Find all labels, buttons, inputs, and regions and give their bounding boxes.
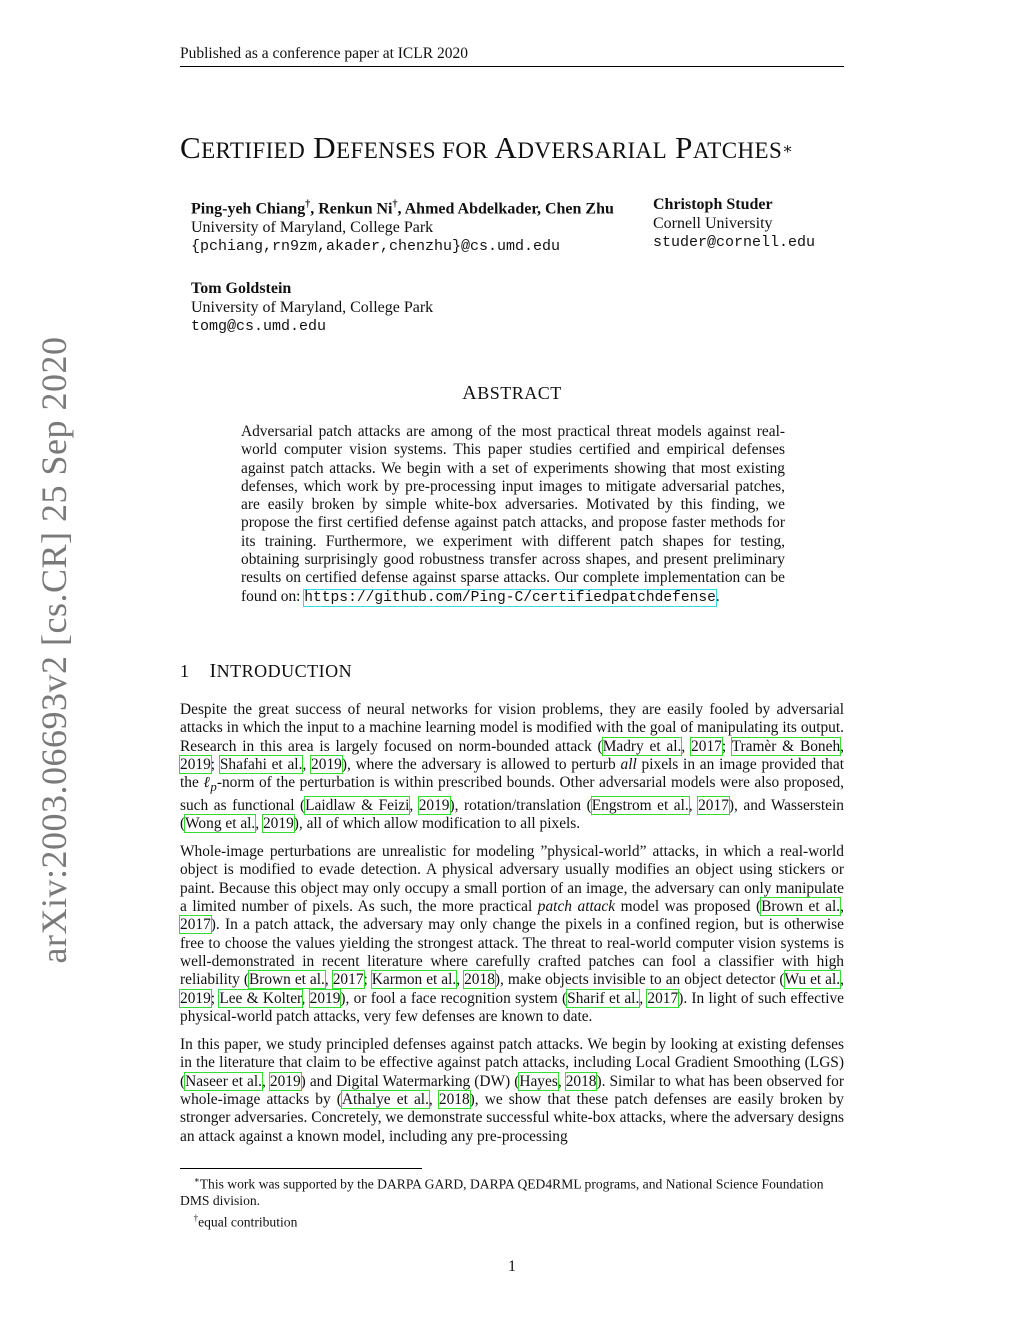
introduction-heading — [180, 660, 352, 683]
text-run: , — [324, 971, 333, 989]
text-run: , — [409, 796, 419, 814]
citation-link[interactable]: Brown et al. — [248, 971, 325, 989]
title-word: DVERSARIAL — [517, 138, 668, 163]
text-run: , — [688, 796, 699, 814]
text-run: , — [428, 1091, 439, 1109]
text-run: , — [557, 1072, 566, 1090]
footnote-text: This work was supported by the DARPA GARD, DARPA QED4RML programs, and National Science Foundation DMS division. — [180, 1176, 824, 1209]
author-block-umd — [191, 195, 614, 256]
citation-link[interactable]: Engstrom et al. — [591, 796, 689, 814]
text-run: , — [840, 971, 845, 989]
text-run: ). In a patch attack, the adversary may only change the pixels in a confined region, but is otherwise free to choose the values yielding the strongest attack. The threat to real-world computer vision systems is well-demonstrated in recent literature where carefully crafted patches can fool a classifier with high reliability ( — [180, 916, 844, 989]
title-cap: C — [180, 130, 202, 165]
citation-link[interactable]: 2017 — [698, 796, 729, 814]
heading-cap: A — [462, 382, 478, 404]
citation-link[interactable]: Karmon et al. — [371, 971, 457, 989]
citation-link[interactable]: Shafahi et al. — [219, 755, 303, 773]
footnote-rule — [180, 1168, 422, 1169]
author-name: , Ahmed Abdelkader, Chen Zhu — [397, 200, 614, 218]
text-run: ), we show that these patch defenses are easily broken by stronger adversaries. Concretely, we demonstrate successful white-box attacks, where the adversary designs an attack against a known model, including any pre-processing — [180, 1091, 844, 1145]
text-run: ), rotation/translation ( — [449, 796, 592, 814]
text-run: , — [301, 989, 310, 1007]
intro-paragraph-1 — [180, 701, 844, 833]
author-names — [191, 195, 614, 218]
intro-paragraph-3 — [180, 1036, 844, 1146]
text-run: ; — [721, 737, 732, 755]
text-run: ). In light of such effective physical-world patch attacks, very few defenses are known to date. — [180, 989, 844, 1025]
citation-link[interactable]: 2019 — [269, 1072, 301, 1090]
introduction-body — [180, 701, 844, 1156]
text-run: , — [681, 737, 692, 755]
equal-contribution-mark: † — [392, 199, 398, 210]
text-run: , — [262, 1072, 270, 1090]
title-cap: A — [494, 130, 518, 165]
code-url-link[interactable]: https://github.com/Ping-C/certifiedpatchdefense — [304, 589, 716, 606]
citation-link[interactable]: Tramèr & Boneh — [731, 737, 841, 755]
title-word: ATCHES — [692, 138, 783, 163]
author-email: tomg@cs.umd.edu — [191, 318, 327, 335]
title-word: EFENSES FOR — [336, 138, 489, 163]
text-run: model was proposed ( — [615, 898, 762, 916]
heading-cap: I — [209, 660, 217, 682]
citation-link[interactable]: 2017 — [691, 737, 722, 755]
text-run: Whole-image perturbations are unrealistic for modeling ”physical-world” attacks, in which a real-world object is modified to evade detection. A physical adversary usually modifies an object using stickers or paint. Because this object may only occupy a small portion of an image, the adversary can only manipulate a limited number of pixels. As such, the more practical — [180, 843, 844, 916]
text-run: pixels in an image provided that the — [180, 755, 844, 792]
author-name: Tom Goldstein — [191, 280, 292, 297]
citation-link[interactable]: Lee & Kolter — [219, 989, 302, 1007]
author-affiliation: University of Maryland, College Park — [191, 219, 434, 237]
intro-paragraph-2 — [180, 843, 844, 1026]
citation-link[interactable]: Hayes — [519, 1072, 558, 1090]
text-run: , — [302, 755, 312, 773]
citation-link[interactable]: Laidlaw & Feizi — [305, 796, 410, 814]
page-number: 1 — [508, 1258, 516, 1275]
author-affiliation: Cornell University — [653, 215, 773, 232]
author-email: {pchiang,rn9zm,akader,chenzhu}@cs.umd.edu — [191, 238, 561, 256]
text-run: , — [456, 971, 465, 989]
title-word: ERTIFIED — [201, 138, 306, 163]
running-header — [180, 45, 844, 67]
arxiv-stamp-text: arXiv:2003.06693v2 [cs.CR] 25 Sep 2020 — [34, 336, 74, 964]
text-run: ), and Wasserstein ( — [180, 796, 844, 832]
text-run: , — [840, 737, 844, 755]
text-run: ), or fool a face recognition system ( — [340, 989, 568, 1007]
citation-link[interactable]: Athalye et al. — [341, 1091, 429, 1109]
citation-link[interactable]: 2017 — [332, 971, 364, 989]
author-name: Christoph Studer — [653, 196, 773, 213]
running-head-text: Published as a conference paper at ICLR 2020 — [180, 45, 468, 62]
citation-link[interactable]: 2019 — [311, 755, 342, 773]
footnotes — [180, 1172, 844, 1231]
math-subscript: p — [210, 780, 217, 795]
math-ell: ℓ — [203, 774, 211, 792]
footnote-equal-contribution — [180, 1210, 844, 1231]
citation-link[interactable]: 2019 — [180, 755, 211, 773]
citation-link[interactable]: 2018 — [565, 1072, 597, 1090]
citation-link[interactable]: 2019 — [418, 796, 450, 814]
citation-link[interactable]: 2017 — [647, 989, 679, 1007]
abstract-text: Adversarial patch attacks are among of the most practical threat models against real-world computer vision systems. This paper studies certified and empirical defenses against patch attacks. We begin with a set of experiments showing that most existing defenses, which work by pre-processing input images to mitigate adversarial patches, are easily broken by simple white-box adversaries. Motivated by this finding, we propose the first certified defense against patch attacks, and propose faster methods for its training. Furthermore, we experiment with different patch shapes for testing, obtaining surprisingly good robustness transfer across shapes, and present preliminary results on certified defense against sparse attacks. Our complete implementation can be found on: — [241, 423, 785, 605]
title-cap: P — [675, 130, 693, 165]
citation-link[interactable]: 2019 — [309, 989, 341, 1007]
author-email: studer@cornell.edu — [653, 234, 816, 251]
author-block-cornell — [653, 195, 815, 252]
text-run: , — [255, 814, 263, 832]
citation-link[interactable]: Madry et al. — [602, 737, 682, 755]
heading-rest: NTRODUCTION — [216, 661, 353, 681]
citation-link[interactable]: Naseer et al. — [185, 1072, 262, 1090]
title-cap: D — [313, 130, 337, 165]
citation-link[interactable]: Sharif et al. — [567, 989, 640, 1007]
text-run: , — [840, 898, 844, 916]
text-run: , — [639, 989, 648, 1007]
text-run: -norm of the perturbation is within prescribed bounds. Other adversarial models were also proposed, such as functional ( — [180, 774, 845, 814]
text-run: ) and Digital Watermarking (DW) ( — [300, 1072, 520, 1090]
abstract-heading — [0, 382, 1024, 405]
text-run: Despite the great success of neural networks for vision problems, they are easily fooled by adversarial attacks in which the input to a machine learning model is modified with the goal of manipulating its output. Research in this area is largely focused on norm-bounded attack ( — [180, 701, 844, 755]
abstract-period: . — [715, 587, 720, 605]
citation-link[interactable]: Wu et al. — [784, 971, 841, 989]
text-run: ). Similar to what has been observed for whole-image attacks by ( — [180, 1072, 844, 1109]
title-footnote-mark: ∗ — [782, 141, 794, 158]
citation-link[interactable]: 2018 — [438, 1091, 470, 1109]
citation-link[interactable]: 2019 — [262, 814, 294, 832]
abstract-body — [241, 423, 785, 607]
text-run: ), where the adversary is allowed to perturb — [341, 755, 621, 773]
author-block-goldstein — [191, 279, 433, 336]
footnote-text: equal contribution — [198, 1214, 298, 1230]
emphasis: all — [620, 755, 637, 773]
text-run: ; — [210, 755, 220, 773]
citation-link[interactable]: Brown et al. — [761, 898, 841, 916]
text-run: ; — [363, 971, 372, 989]
author-name: , Renkun Ni — [310, 200, 393, 218]
section-number: 1 — [180, 661, 190, 681]
text-run: ), all of which allow modification to all pixels. — [293, 814, 581, 832]
text-run: In this paper, we study principled defenses against patch attacks. We begin by looking at existing defenses in the literature that claim to be effective against patch attacks, including Local Gradient Smoothing (LGS) ( — [180, 1036, 844, 1090]
text-run: ; — [210, 989, 220, 1007]
footnote-mark: ∗ — [193, 1175, 200, 1185]
emphasis: patch attack — [537, 898, 616, 916]
heading-rest: BSTRACT — [477, 383, 562, 403]
citation-link[interactable]: 2018 — [464, 971, 495, 989]
footnote-funding — [180, 1172, 844, 1210]
author-name: Ping-yeh Chiang — [191, 200, 306, 218]
citation-link[interactable]: Wong et al. — [185, 814, 256, 832]
citation-link[interactable]: 2019 — [180, 989, 211, 1007]
author-affiliation: University of Maryland, College Park — [191, 299, 434, 316]
paper-title — [180, 128, 880, 171]
equal-contribution-mark: † — [305, 199, 311, 210]
footnote-mark: † — [193, 1212, 199, 1223]
citation-link[interactable]: 2017 — [180, 916, 211, 934]
text-run: ), make objects invisible to an object detector ( — [494, 971, 785, 989]
